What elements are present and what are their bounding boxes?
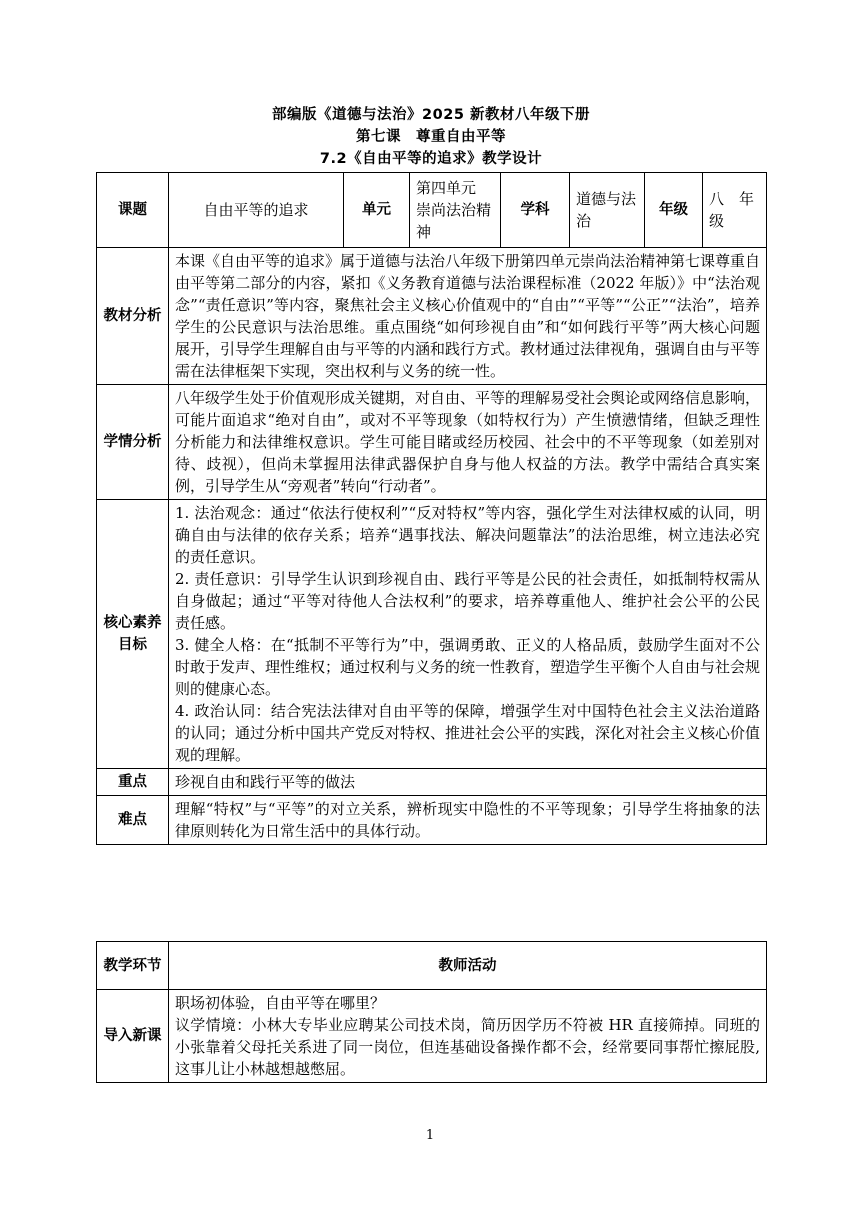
student-analysis-label: 学情分析 [97, 385, 169, 500]
key-point-label: 重点 [97, 769, 169, 796]
textbook-analysis-row [97, 248, 767, 385]
grade-label: 年级 [645, 173, 703, 248]
activity-content [169, 990, 767, 1083]
textbook-analysis-text: 本课《自由平等的追求》属于道德与法治八年级下册第四单元崇尚法治精神第七课尊重自由平等第二部分的内容，紧扣《义务教育道德与法治课程标准（2022 年版）》中“法治观念”“责任意识”等内容，聚焦社会主义核心价值观中的“自由”“平等”“公正”“法治”，培养学生的公民意识与法治思维。重点围绕“如何珍视自由”和“如何践行平等”两大核心问题展开，引导学生理解自由与平等的内涵和践行方式。教材通过法律视角，强调自由与平等需在法律框架下实现，突出权利与义务的统一性。 [169, 248, 767, 385]
teaching-activity-table [96, 941, 767, 1083]
core-goal-item: 3. 健全人格：在“抵制不平等行为”中，强调勇敢、正义的人格品质，鼓励学生面对不公时敢于发声、理性维权；通过权利与义务的统一性教育，塑造学生平衡个人自由与社会规则的健康心态。 [175, 636, 761, 698]
core-goal-item: 4. 政治认同：结合宪法法律对自由平等的保障，增强学生对中国特色社会主义法治道路的认同；通过分析中国共产党反对特权、推进社会公平的实践，深化对社会主义核心价值观的理解。 [175, 702, 761, 764]
textbook-analysis-label: 教材分析 [97, 248, 169, 385]
difficulty-row [97, 796, 767, 845]
activity-header: 教师活动 [169, 942, 767, 990]
page-number: 1 [425, 1128, 435, 1143]
grade-value: 八 年级 [703, 173, 767, 248]
document-header [96, 104, 766, 170]
key-point-text: 珍视自由和践行平等的做法 [169, 769, 767, 796]
topic-value: 自由平等的追求 [169, 173, 344, 248]
difficulty-text: 理解“特权”与“平等”的对立关系，辨析现实中隐性的不平等现象；引导学生将抽象的法律原则转化为日常生活中的具体行动。 [169, 796, 767, 845]
stage-header: 教学环节 [97, 942, 169, 990]
title-line-3: 7.2《自由平等的追求》教学设计 [319, 151, 543, 167]
core-goal-item: 1. 法治观念：通过“依法行使权利”“反对特权”等内容，强化学生对法律权威的认同，明确自由与法律的依存关系；培养“遇事找法、解决问题靠法”的法治思维，树立违法必究的责任意识。 [175, 504, 760, 566]
key-point-row [97, 769, 767, 796]
student-analysis-text: 八年级学生处于价值观形成关键期，对自由、平等的理解易受社会舆论或网络信息影响，可能片面追求“绝对自由”，或对不平等现象（如特权行为）产生愤懑情绪，但缺乏理性分析能力和法律维权意识。学生可能目睹或经历校园、社会中的不平等现象（如差别对待、歧视），但尚未掌握用法律武器保护自身与他人权益的方法。教学中需结合真实案例，引导学生从“旁观者”转向“行动者”。 [169, 385, 767, 500]
activity-line: 职场初体验，自由平等在哪里？ [175, 994, 386, 1012]
student-analysis-row [97, 385, 767, 500]
unit-label: 单元 [344, 173, 410, 248]
topic-label: 课题 [97, 173, 169, 248]
core-goal-item: 2. 责任意识：引导学生认识到珍视自由、践行平等是公民的社会责任，如抵制特权需从自身做起；通过“平等对待他人合法权利”的要求，培养尊重他人、维护社会公平的公民责任感。 [175, 570, 760, 632]
activity-row [97, 990, 767, 1083]
title-line-1: 部编版《道德与法治》2025 新教材八年级下册 [272, 107, 590, 123]
title-line-2: 第七课 尊重自由平等 [356, 129, 506, 145]
subject-label: 学科 [501, 173, 570, 248]
difficulty-label: 难点 [97, 796, 169, 845]
info-row [97, 173, 767, 248]
core-goals-label: 核心素养目标 [97, 500, 169, 769]
lesson-info-table [96, 172, 767, 845]
core-goals-row [97, 500, 767, 769]
activity-stage: 导入新课 [97, 990, 169, 1083]
activity-header-row [97, 942, 767, 990]
subject-value: 道德与法治 [570, 173, 645, 248]
core-goals-content [169, 500, 767, 769]
unit-value: 第四单元 崇尚法治精神 [410, 173, 501, 248]
activity-line: 议学情境：小林大专毕业应聘某公司技术岗，简历因学历不符被 HR 直接筛掉。同班的小张靠着父母托关系进了同一岗位，但连基础设备操作都不会，经常要同事帮忙擦屁股,这事儿让小林越想越憋屈。 [175, 1016, 760, 1078]
